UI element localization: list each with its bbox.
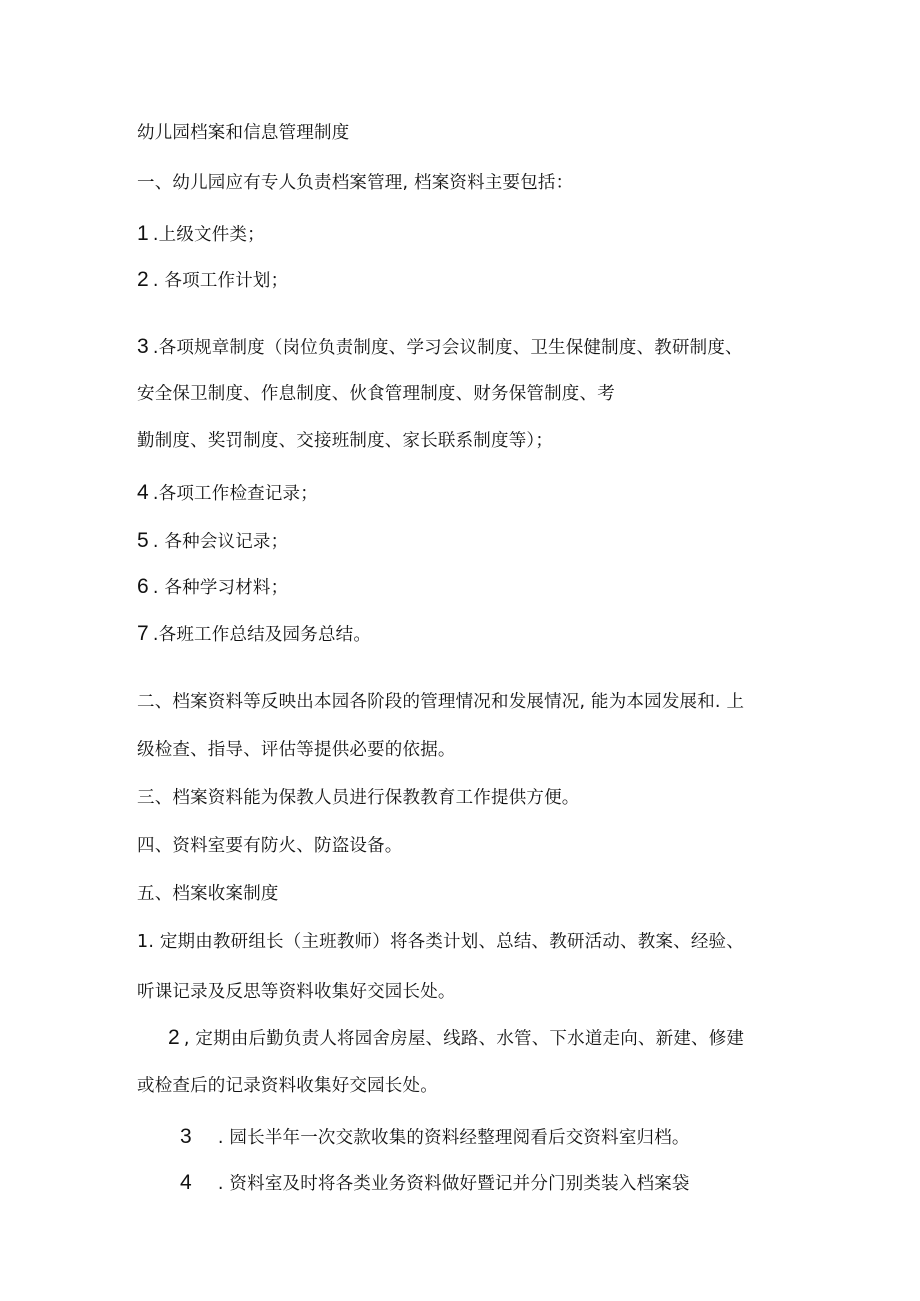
list-item — [137, 268, 288, 293]
list-item — [137, 529, 288, 554]
section-5-item-1-line-2: 听课记录及反思等资料收集好交园长处。 — [137, 982, 456, 1002]
document-title: 幼儿园档案和信息管理制度 — [137, 123, 350, 143]
list-item-number: 4 — [137, 481, 149, 504]
section-2-line-1: 二、档案资料等反映出本园各阶段的管理情况和发展情况, 能为本园发展和. 上 — [137, 692, 745, 712]
list-item-number: 7 — [137, 622, 149, 645]
list-item — [137, 335, 743, 360]
list-item — [137, 222, 265, 247]
list-item-text: . 园长半年一次交款收集的资料经整理阅看后交资料室归档。 — [217, 1128, 690, 1148]
section-2-line-2: 级检查、指导、评估等提供必要的依据。 — [137, 740, 456, 760]
section-5-item-1-line-1: 1. 定期由教研组长（主班教师）将各类计划、总结、教研活动、教案、经验、 — [137, 932, 744, 952]
list-item-number: 2 — [168, 1026, 180, 1049]
list-item-text: .上级文件类； — [152, 225, 265, 245]
list-item-number: 3 — [180, 1125, 192, 1148]
list-item-text: .各项工作检查记录； — [152, 484, 318, 504]
section-1-intro: 一、幼儿园应有专人负责档案管理, 档案资料主要包括： — [137, 173, 574, 193]
list-item-text: .各班工作总结及园务总结。 — [152, 625, 372, 645]
list-item-number: 5 — [137, 529, 149, 552]
list-item — [180, 1125, 690, 1150]
list-item-continuation: 安全保卫制度、作息制度、伙食管理制度、财务保管制度、考 — [137, 384, 615, 404]
list-item-text: , 定期由后勤负责人将园舍房屋、线路、水管、下水道走向、新建、修建 — [183, 1029, 745, 1049]
list-item — [180, 1171, 690, 1196]
list-item-number: 6 — [137, 575, 149, 598]
list-item — [168, 1026, 744, 1051]
list-item-text: . 各项工作计划； — [152, 271, 289, 291]
list-item-number: 1 — [137, 222, 149, 245]
list-item-continuation: 勤制度、奖罚制度、交接班制度、家长联系制度等）； — [137, 431, 554, 451]
list-item — [137, 575, 288, 600]
list-item-text: . 资料室及时将各类业务资料做好暨记并分门别类装入档案袋 — [217, 1174, 690, 1194]
section-4: 四、资料室要有防火、防盗设备。 — [137, 836, 403, 856]
list-item — [137, 622, 371, 647]
list-item — [137, 481, 318, 506]
list-item-number: 4 — [180, 1171, 192, 1194]
list-item-text: . 各种会议记录； — [152, 532, 289, 552]
section-5-heading: 五、档案收案制度 — [137, 884, 279, 904]
section-3: 三、档案资料能为保教人员进行保教教育工作提供方便。 — [137, 788, 580, 808]
list-item-text: . 各种学习材料； — [152, 578, 289, 598]
list-item-number: 2 — [137, 268, 149, 291]
list-item-text: .各项规章制度（岗位负责制度、学习会议制度、卫生保健制度、教研制度、 — [152, 338, 743, 358]
list-item-number: 3 — [137, 335, 149, 358]
list-item-continuation: 或检查后的记录资料收集好交园长处。 — [137, 1076, 438, 1096]
